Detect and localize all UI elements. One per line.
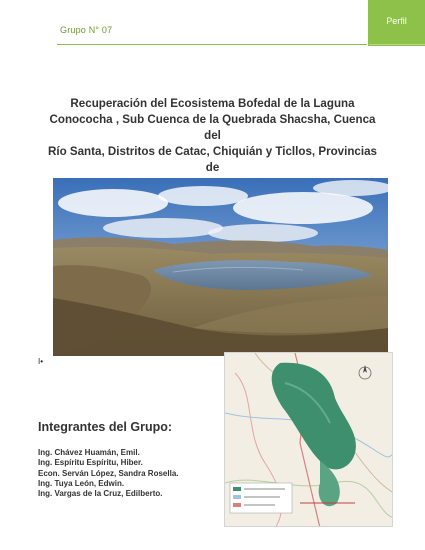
profile-tab[interactable]	[368, 0, 425, 46]
member-item: Econ. Serván López, Sandra Rosella.	[38, 468, 179, 478]
header-divider	[57, 44, 367, 45]
location-map	[224, 352, 393, 527]
member-item: Ing. Tuya León, Edwin.	[38, 478, 125, 488]
group-number: Grupo N° 07	[60, 25, 113, 35]
title-line: Río Santa, Distritos de Catac, Chiquián y Ticllos, Provincias de	[47, 145, 377, 174]
member-item: Ing. Vargas de la Cruz, Edilberto.	[38, 489, 163, 499]
text-cursor-mark: I•	[38, 357, 44, 366]
members-list	[38, 448, 179, 499]
title-line: Recuperación del Ecosistema Bofedal de la Laguna	[70, 97, 355, 110]
lagoon-landscape-photo	[53, 178, 388, 356]
members-heading: Integrantes del Grupo:	[38, 420, 173, 434]
header-divider-right	[369, 44, 425, 45]
title-line: Conococha , Sub Cuenca de la Quebrada Shacsha, Cuenca del	[49, 113, 376, 142]
member-item: Ing. Espíritu Espíritu, Hiber.	[38, 458, 143, 468]
profile-tab-label: Perfil	[386, 16, 407, 26]
member-item: Ing. Chávez Huamán, Emil.	[38, 448, 140, 457]
